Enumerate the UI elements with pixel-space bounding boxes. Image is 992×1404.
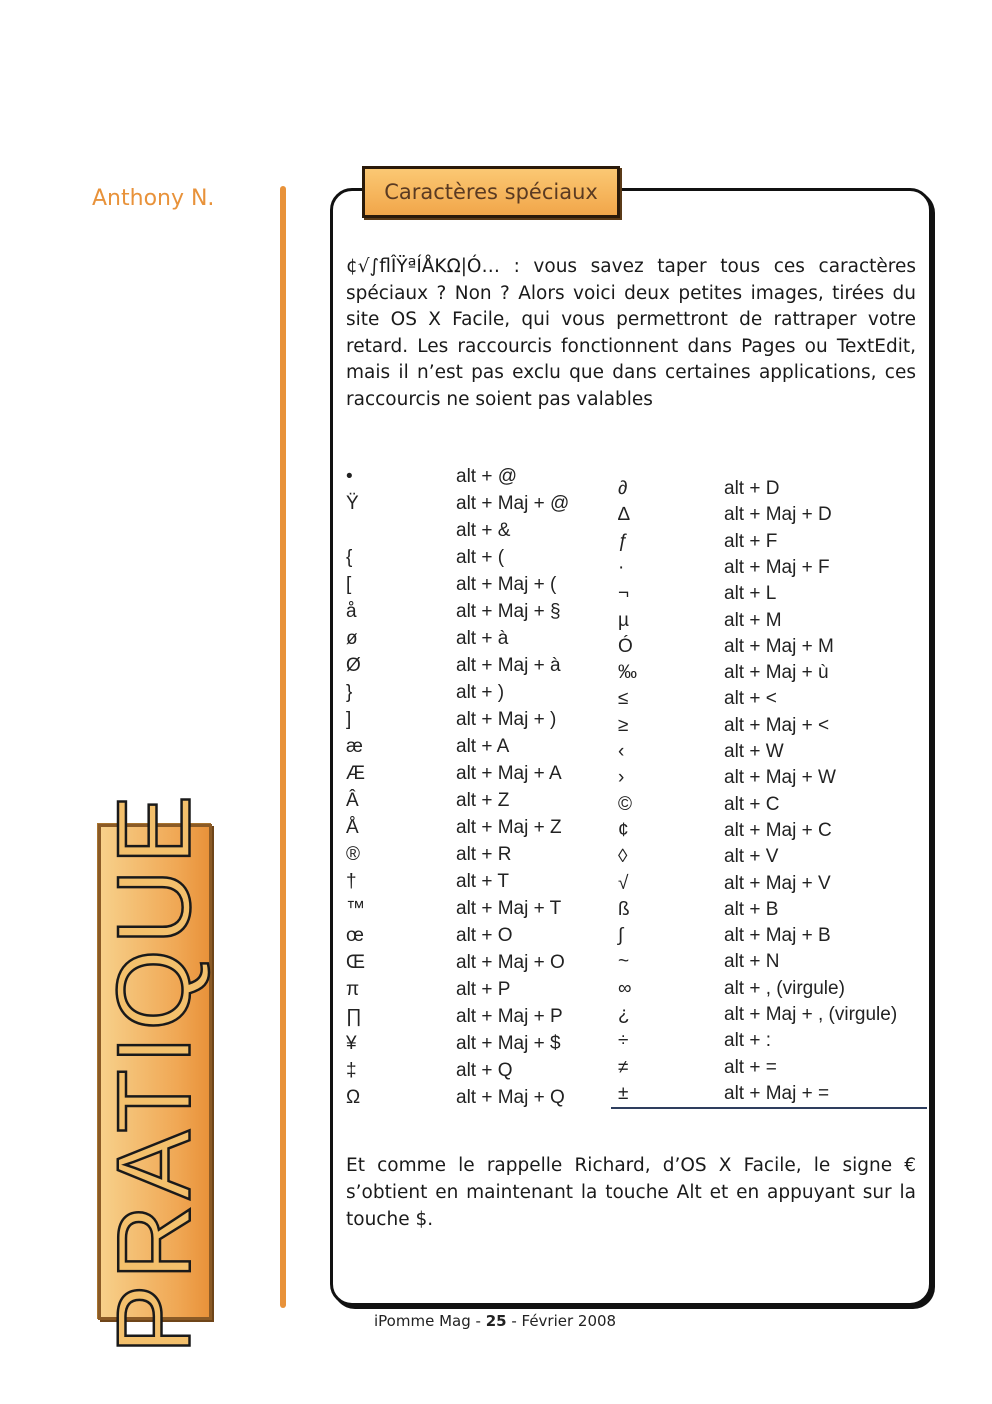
key-combination: alt + P <box>456 979 511 1000</box>
special-character: Œ <box>346 952 365 973</box>
key-combination: alt + Maj + à <box>456 655 561 676</box>
footer-magazine: iPomme Mag - <box>374 1312 486 1330</box>
key-combination: alt + Maj + , (virgule) <box>724 1004 898 1025</box>
special-character: ‹ <box>618 741 625 762</box>
key-combination: alt + Maj + C <box>724 819 832 841</box>
outro-paragraph: Et comme le rappelle Richard, d’OS X Facile, le signe € s’obtient en maintenant la touche Alt et en appuyant sur la touche $. <box>346 1155 916 1230</box>
key-combination: alt + Maj + < <box>724 714 830 736</box>
special-character: Ÿ <box>346 493 359 514</box>
key-combination: alt + Z <box>456 790 510 811</box>
author-name: Anthony N. <box>92 186 215 211</box>
page-footer <box>374 1312 616 1330</box>
special-character: ‡ <box>346 1060 357 1081</box>
section-label: PRATIQUE <box>96 790 213 1354</box>
special-character: } <box>346 682 353 703</box>
special-character: √ <box>618 872 629 894</box>
special-character: ] <box>346 709 352 730</box>
special-character: ÷ <box>618 1030 629 1052</box>
key-combination: alt + Maj + D <box>724 504 832 526</box>
special-character: ∞ <box>618 977 632 999</box>
key-combination: alt + T <box>456 871 509 892</box>
special-character: Æ <box>346 763 365 784</box>
key-combination: alt + W <box>724 741 784 762</box>
special-character: ◊ <box>618 846 628 868</box>
key-combination: alt + Maj + = <box>724 1082 830 1104</box>
key-combination: alt + ( <box>456 547 505 568</box>
key-combination: alt + à <box>456 628 509 649</box>
special-character: ™ <box>346 898 365 919</box>
special-character: ± <box>618 1082 629 1104</box>
special-character: › <box>618 767 625 789</box>
special-character: æ <box>346 736 363 757</box>
special-character: Ω <box>346 1087 361 1108</box>
key-combination: alt + Maj + P <box>456 1006 563 1027</box>
special-character: ¬ <box>618 583 630 605</box>
key-combination: alt + Maj + M <box>724 635 834 657</box>
key-combination: alt + Maj + F <box>724 556 830 578</box>
key-combination: alt + Maj + A <box>456 763 562 784</box>
special-character: © <box>618 793 632 815</box>
key-combination: alt + Maj + $ <box>456 1033 561 1054</box>
special-character: ≤ <box>618 688 629 710</box>
key-combination: alt + R <box>456 844 512 865</box>
special-character: ƒ <box>618 530 629 552</box>
key-combination: alt + C <box>724 793 780 815</box>
special-character: ~ <box>618 951 630 973</box>
key-combination: alt + F <box>724 530 778 552</box>
special-character: ‰ <box>618 662 637 684</box>
box-title: Caractères spéciaux <box>362 166 620 218</box>
key-combination: alt + @ <box>456 466 518 487</box>
special-character: { <box>346 547 353 568</box>
shortcut-table-right <box>618 478 918 1118</box>
key-combination: alt + : <box>724 1030 771 1052</box>
key-combination: alt + D <box>724 478 780 499</box>
key-combination: alt + Maj + V <box>724 872 831 894</box>
special-character: [ <box>346 574 352 595</box>
special-character: Â <box>346 790 359 811</box>
special-character: Å <box>346 817 359 838</box>
key-combination: alt + Maj + O <box>456 952 565 973</box>
footer-date: - Février 2008 <box>506 1312 617 1330</box>
key-combination: alt + O <box>456 925 513 946</box>
key-combination: alt + Maj + ) <box>456 709 557 730</box>
key-combination: alt + A <box>456 736 510 757</box>
key-combination: alt + L <box>724 583 777 605</box>
special-character: Ó <box>618 635 633 657</box>
key-combination: alt + V <box>724 846 779 868</box>
key-combination: alt + = <box>724 1056 777 1078</box>
special-character: ∂ <box>618 478 628 499</box>
key-combination: alt + Maj + ù <box>724 662 829 684</box>
key-combination: alt + ) <box>456 682 505 703</box>
special-character: ∏ <box>346 1006 362 1027</box>
key-combination: alt + Maj + T <box>456 898 562 919</box>
special-character: ® <box>346 844 360 865</box>
key-combination: alt + , (virgule) <box>724 977 845 999</box>
special-character: † <box>346 871 357 892</box>
special-character: π <box>346 979 360 1000</box>
key-combination: alt + Maj + @ <box>456 493 570 514</box>
key-combination: alt + & <box>456 520 511 541</box>
special-character: · <box>618 556 625 578</box>
special-character: ∆ <box>618 504 630 526</box>
key-combination: alt + Maj + Z <box>456 817 562 838</box>
special-character: œ <box>346 925 364 946</box>
special-character: ß <box>618 898 630 920</box>
section-banner <box>96 790 213 1354</box>
intro-paragraph: ¢√∫ﬂÎŸªÍÅΚΩ|Ó… : vous savez taper tous ces caractères spéciaux ? Non ? Alors voici deux petites images, tirées du site OS X Facile, qui vous permettront de rattraper votre retard. Les raccourcis fonctionnent dans Pages ou TextEdit, mais il n’est pas exclu que dans certaines applications, ces raccourcis ne soient pas valables <box>346 256 916 410</box>
key-combination: alt + Maj + § <box>456 601 561 622</box>
key-combination: alt + Maj + ( <box>456 574 557 595</box>
special-character: µ <box>618 609 629 631</box>
key-combination: alt + < <box>724 688 777 710</box>
key-combination: alt + M <box>724 609 782 631</box>
special-character: ∫ <box>618 925 624 947</box>
key-combination: alt + Maj + B <box>724 925 831 947</box>
special-character: ø <box>346 628 358 649</box>
special-character: ¥ <box>346 1033 357 1054</box>
key-combination: alt + N <box>724 951 780 973</box>
special-character: ≥ <box>618 714 629 736</box>
special-character: • <box>346 466 353 487</box>
shortcut-table-left <box>346 466 606 1116</box>
key-combination: alt + B <box>724 898 779 920</box>
special-character: ¿ <box>618 1004 630 1025</box>
key-combination: alt + Maj + W <box>724 767 836 789</box>
key-combination: alt + Q <box>456 1060 513 1081</box>
special-character: å <box>346 601 357 622</box>
key-combination: alt + Maj + Q <box>456 1087 565 1108</box>
special-character: ¢ <box>618 819 629 841</box>
special-character: ≠ <box>618 1056 629 1078</box>
footer-page-number: 25 <box>485 1312 507 1330</box>
special-character: Ø <box>346 655 361 676</box>
orange-vertical-rule <box>280 186 286 1308</box>
table-underline <box>611 1107 927 1109</box>
